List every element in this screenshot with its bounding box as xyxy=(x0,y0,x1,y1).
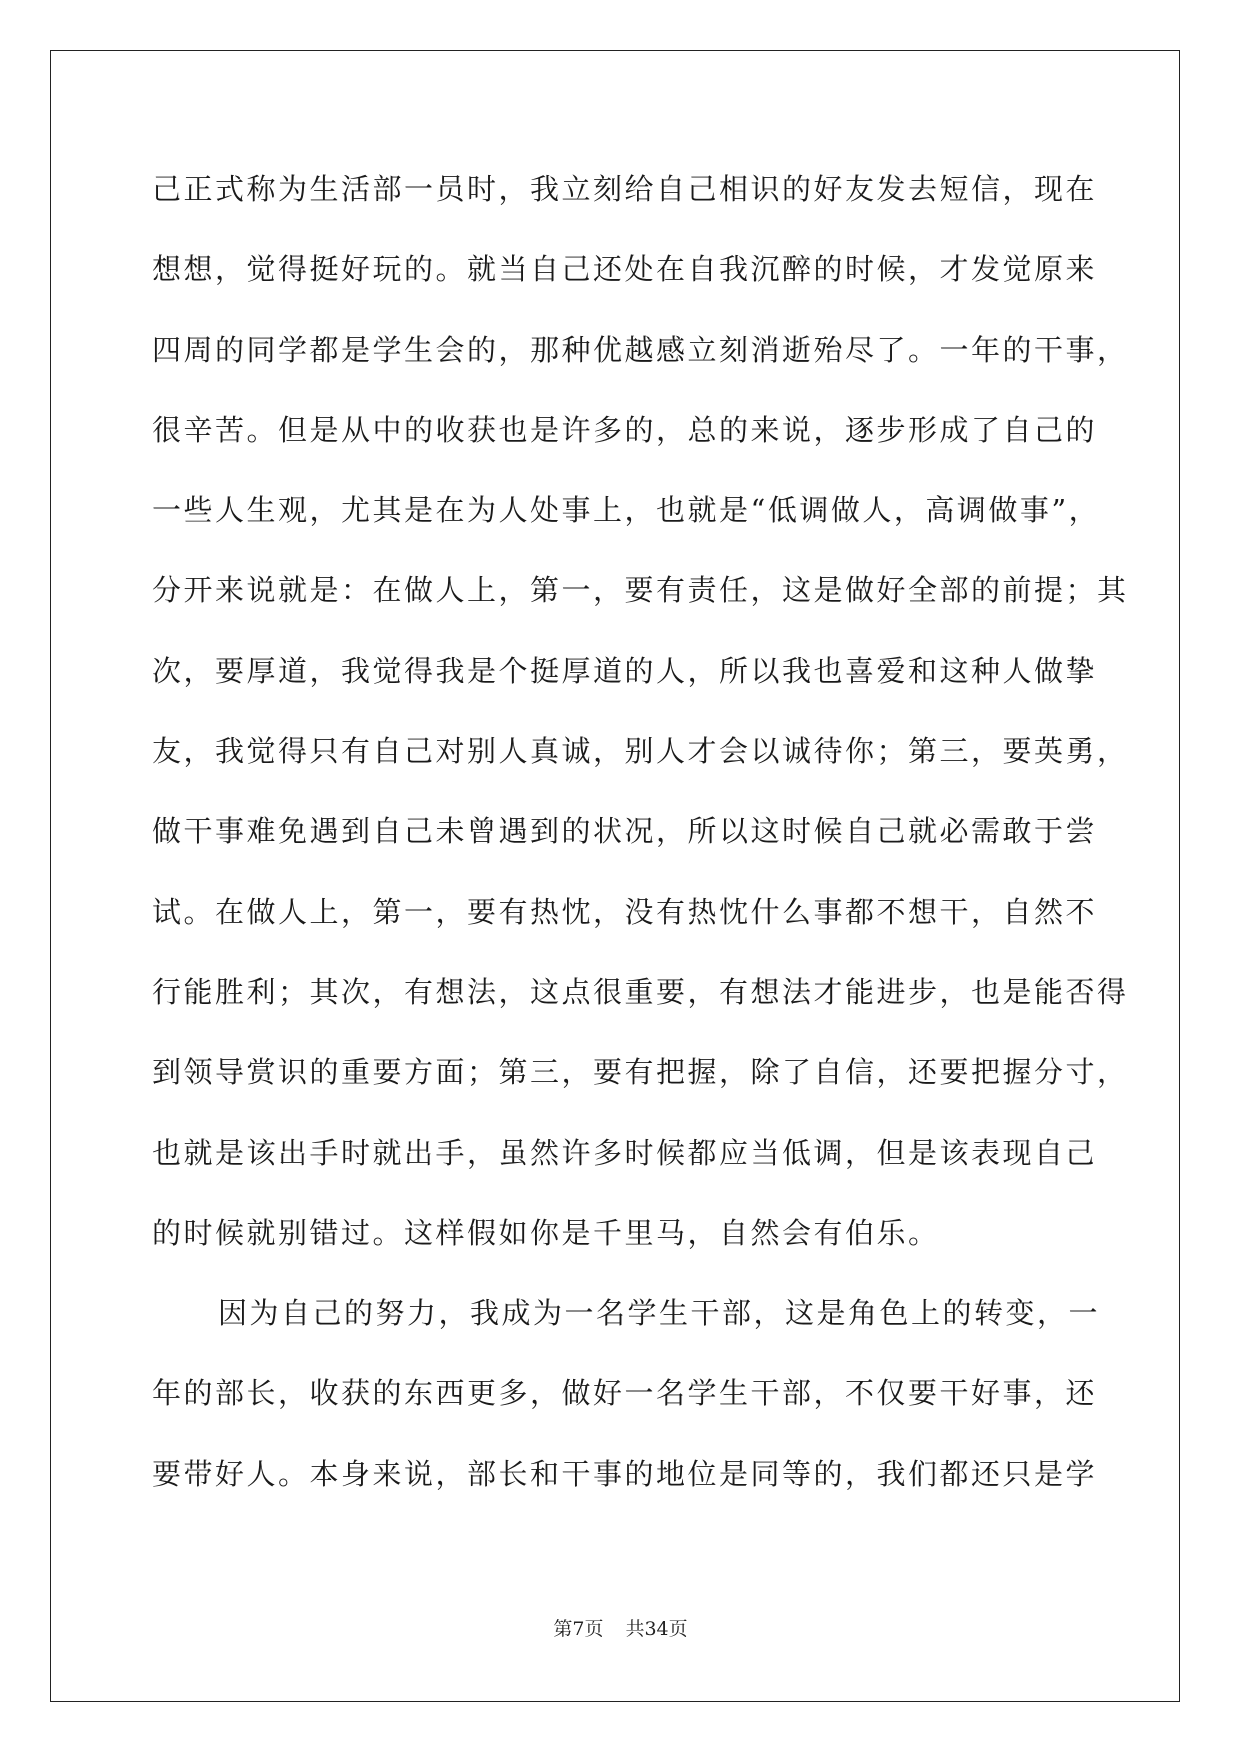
page-footer xyxy=(0,1614,1241,1641)
body-line: 分开来说就是：在做人上，第一，要有责任，这是做好全部的前提；其 xyxy=(152,573,1129,608)
body-line: 年的部长，收获的东西更多，做好一名学生干部，不仅要干好事，还 xyxy=(152,1376,1098,1411)
body-line: 己正式称为生活部一员时，我立刻给自己相识的好友发去短信，现在 xyxy=(152,172,1098,206)
body-line: 友，我觉得只有自己对别人真诚，别人才会以诚待你；第三，要英勇， xyxy=(152,734,1129,769)
body-line: 很辛苦。但是从中的收获也是许多的，总的来说，逐步形成了自己的 xyxy=(152,412,1098,447)
total-page-count: 共34页 xyxy=(625,1618,688,1640)
body-line: 做干事难免遇到自己未曾遇到的状况，所以这时候自己就必需敢于尝 xyxy=(152,814,1098,849)
body-line: 的时候就别错过。这样假如你是千里马，自然会有伯乐。 xyxy=(152,1215,940,1250)
body-line: 试。在做人上，第一，要有热忱，没有热忱什么事都不想干，自然不 xyxy=(152,894,1098,929)
paragraph-first-line: 因为自己的努力，我成为一名学生干部，这是角色上的转变，一 xyxy=(218,1296,1101,1331)
body-line: 也就是该出手时就出手，虽然许多时候都应当低调，但是该表现自己 xyxy=(152,1135,1098,1170)
body-line: 想想，觉得挺好玩的。就当自己还处在自我沉醉的时候，才发觉原来 xyxy=(152,252,1098,287)
body-line: 要带好人。本身来说，部长和干事的地位是同等的，我们都还只是学 xyxy=(152,1456,1098,1491)
body-line: 四周的同学都是学生会的，那种优越感立刻消逝殆尽了。一年的干事， xyxy=(152,332,1129,367)
current-page-number: 第7页 xyxy=(553,1618,604,1640)
body-line: 行能胜利；其次，有想法，这点很重要，有想法才能进步，也是能否得 xyxy=(152,974,1129,1009)
body-line: 次，要厚道，我觉得我是个挺厚道的人，所以我也喜爱和这种人做挚 xyxy=(152,653,1098,688)
document-body xyxy=(152,160,1129,1525)
body-line: 一些人生观，尤其是在为人处事上，也就是“低调做人，高调做事”， xyxy=(152,493,1101,528)
body-line: 到领导赏识的重要方面；第三，要有把握，除了自信，还要把握分寸， xyxy=(152,1055,1129,1090)
